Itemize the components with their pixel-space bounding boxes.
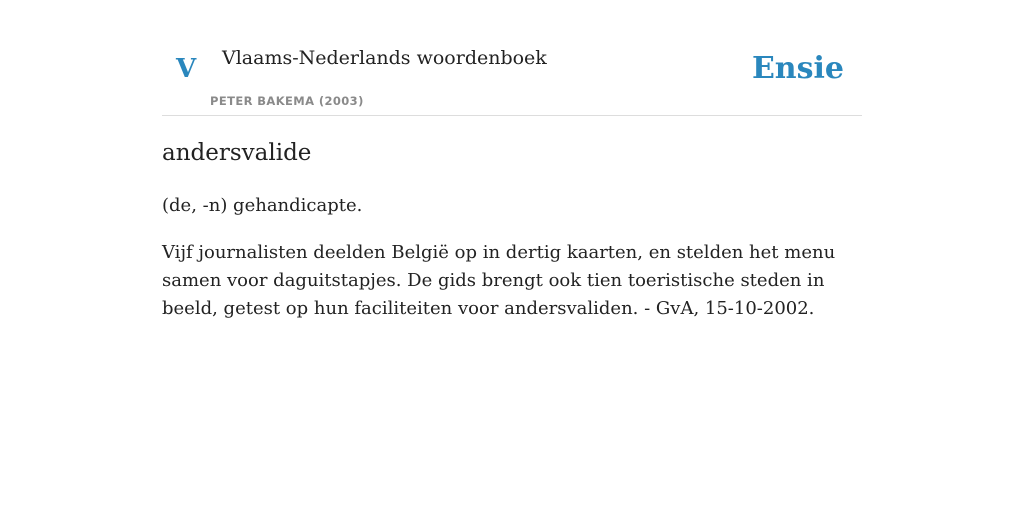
header: [162, 0, 862, 116]
page: [162, 0, 862, 319]
book-logo-letter[interactable]: V: [176, 54, 197, 84]
entry-example: Vijf journalisten deelden België op in dertig kaarten, en stelden het menu samen voor daguitstapjes. De gids brengt ook tien toeristische steden in beeld, getest op hun faciliteiten voor andersvaliden. - GvA, 15-10-2002.: [162, 242, 836, 319]
entry-definition: (de, -n) gehandicapte.: [162, 195, 363, 216]
entry-headword: andersvalide: [162, 140, 312, 166]
book-title-link[interactable]: Vlaams-Nederlands woordenboek: [222, 47, 547, 69]
book-author: PETER BAKEMA (2003): [210, 94, 364, 108]
ensie-logo-link[interactable]: Ensie: [751, 51, 844, 86]
